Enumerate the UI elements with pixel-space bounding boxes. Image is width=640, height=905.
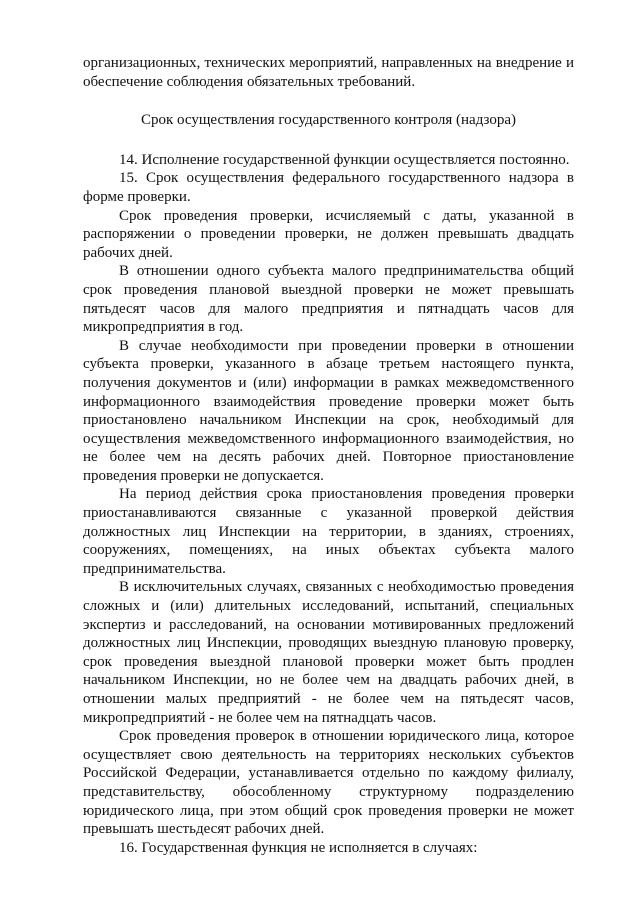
paragraph-extension: В исключительных случаях, связанных с необходимостью проведения сложных и (или) длительных исследований, испытаний, специальных экспертиз и расследований, на основании мотивированных предложений должностных лиц Инспекции, проводящих выездную плановую проверку, срок проведения выездной плановой проверки может быть продлен начальником Инспекции, но не более чем на двадцать рабочих дней, в отношении малых предприятий - не более чем на пятьдесят часов, микропредприятий - не более чем на пятнадцать часов.	[83, 579, 574, 726]
section-title: Срок осуществления государственного контроля (надзора)	[140, 112, 517, 129]
paragraph-15: 15. Срок осуществления федерального государственного надзора в форме проверки.	[83, 170, 574, 205]
document-page	[83, 54, 574, 857]
paragraph-suspension: В случае необходимости при проведении проверки в отношении субъекта проверки, указанного в абзаце третьем настоящего пункта, получения документов и (или) информации в рамках межведомственного информационного взаимодействия проведение проверки может быть приостановлено начальником Инспекции на срок, необходимый для осуществления межведомственного информационного взаимодействия, но не более чем на десять рабочих дней. Повторное приостановление проведения проверки не допускается.	[83, 337, 574, 484]
paragraph-suspension-period: На период действия срока приостановления проведения проверки приостанавливаются связанные с указанной проверкой действия должностных лиц Инспекции на территории, в зданиях, строениях, сооружениях, помещениях, на иных объектах субъекта малого предпринимательства.	[83, 486, 574, 577]
paragraph-small-business: В отношении одного субъекта малого предпринимательства общий срок проведения плановой выездной проверки не может превышать пятьдесят часов для малого предприятия и пятнадцать часов для микропредприятия в год.	[83, 263, 574, 336]
intro-paragraph: организационных, технических мероприятий, направленных на внедрение и обеспечение соблюдения обязательных требований.	[83, 55, 574, 90]
paragraph-16: 16. Государственная функция не исполняется в случаях:	[119, 839, 478, 856]
paragraph-duration: Срок проведения проверки, исчисляемый с даты, указанной в распоряжении о проведении проверки, не должен превышать двадцать рабочих дней.	[83, 207, 574, 261]
paragraph-branches: Срок проведения проверок в отношении юридического лица, которое осуществляет свою деятельность на территориях нескольких субъектов Российской Федерации, устанавливается отдельно по каждому филиалу, представительству, обособленному структурному подразделению юридического лица, при этом общий срок проведения проверки не может превышать шестьдесят рабочих дней.	[83, 728, 574, 838]
paragraph-14: 14. Исполнение государственной функции осуществляется постоянно.	[119, 151, 570, 168]
